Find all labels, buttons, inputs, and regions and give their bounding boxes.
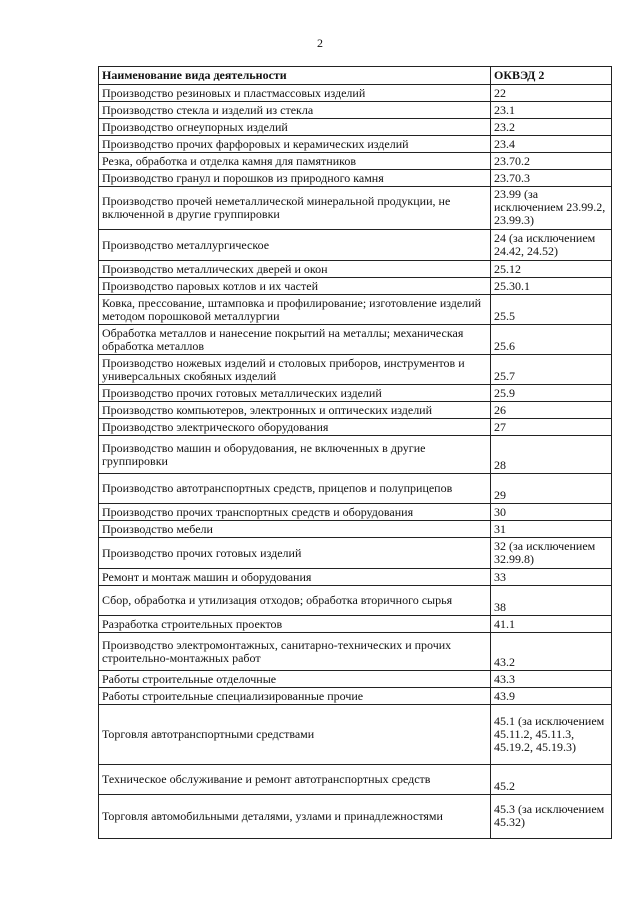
okved-code-cell: 30 xyxy=(491,504,612,521)
table-row xyxy=(99,85,612,102)
okved-code-cell: 23.4 xyxy=(491,136,612,153)
okved-code-cell: 28 xyxy=(491,436,612,474)
okved-code-cell: 23.70.2 xyxy=(491,153,612,170)
table-row xyxy=(99,261,612,278)
okved-code-cell: 38 xyxy=(491,586,612,616)
table-row xyxy=(99,765,612,795)
activity-name-cell: Сбор, обработка и утилизация отходов; обработка вторичного сырья xyxy=(99,586,491,616)
table-row xyxy=(99,795,612,839)
okved-code-cell: 26 xyxy=(491,402,612,419)
activity-name-cell: Производство электрического оборудования xyxy=(99,419,491,436)
table-row xyxy=(99,419,612,436)
okved-code-cell: 43.2 xyxy=(491,633,612,671)
header-okved-code: ОКВЭД 2 xyxy=(491,67,612,85)
activity-name-cell: Торговля автотранспортными средствами xyxy=(99,705,491,765)
table-row xyxy=(99,119,612,136)
okved-code-cell: 22 xyxy=(491,85,612,102)
table-row xyxy=(99,633,612,671)
okved-code-cell: 25.7 xyxy=(491,355,612,385)
okved-code-cell: 25.12 xyxy=(491,261,612,278)
activity-name-cell: Производство металлургическое xyxy=(99,230,491,261)
okved-code-cell: 23.2 xyxy=(491,119,612,136)
okved-code-cell: 25.6 xyxy=(491,325,612,355)
table-row xyxy=(99,616,612,633)
activity-name-cell: Производство паровых котлов и их частей xyxy=(99,278,491,295)
activity-name-cell: Производство электромонтажных, санитарно-технических и прочих строительно-монтажных работ xyxy=(99,633,491,671)
okved-code-cell: 27 xyxy=(491,419,612,436)
activity-name-cell: Производство прочих фарфоровых и керамических изделий xyxy=(99,136,491,153)
activity-name-cell: Производство прочих готовых металлических изделий xyxy=(99,385,491,402)
okved-code-cell: 25.30.1 xyxy=(491,278,612,295)
okved-code-cell: 25.9 xyxy=(491,385,612,402)
table-row xyxy=(99,504,612,521)
table-row xyxy=(99,385,612,402)
table-row xyxy=(99,278,612,295)
table-row xyxy=(99,170,612,187)
okved-code-cell: 45.2 xyxy=(491,765,612,795)
activity-name-cell: Резка, обработка и отделка камня для памятников xyxy=(99,153,491,170)
table-row xyxy=(99,230,612,261)
activity-name-cell: Производство ножевых изделий и столовых приборов, инструментов и универсальных скобяных изделий xyxy=(99,355,491,385)
activity-name-cell: Работы строительные специализированные прочие xyxy=(99,688,491,705)
okved-code-cell: 29 xyxy=(491,474,612,504)
table-row xyxy=(99,325,612,355)
okved-code-cell: 43.9 xyxy=(491,688,612,705)
table-row xyxy=(99,153,612,170)
okved-code-cell: 24 (за исключением 24.42, 24.52) xyxy=(491,230,612,261)
table-row xyxy=(99,586,612,616)
page-number: 2 xyxy=(317,36,323,50)
table-row xyxy=(99,136,612,153)
header-activity-name: Наименование вида деятельности xyxy=(99,67,491,85)
table-row xyxy=(99,521,612,538)
okved-code-cell: 23.1 xyxy=(491,102,612,119)
table-row xyxy=(99,436,612,474)
activity-name-cell: Ковка, прессование, штамповка и профилирование; изготовление изделий методом порошковой металлургии xyxy=(99,295,491,325)
activity-name-cell: Производство прочих готовых изделий xyxy=(99,538,491,569)
okved-code-cell: 43.3 xyxy=(491,671,612,688)
okved-activity-table xyxy=(98,66,612,839)
activity-name-cell: Производство автотранспортных средств, прицепов и полуприцепов xyxy=(99,474,491,504)
activity-name-cell: Производство компьютеров, электронных и оптических изделий xyxy=(99,402,491,419)
okved-code-cell: 41.1 xyxy=(491,616,612,633)
activity-name-cell: Производство прочих транспортных средств и оборудования xyxy=(99,504,491,521)
okved-code-cell: 23.70.3 xyxy=(491,170,612,187)
table-row xyxy=(99,688,612,705)
activity-name-cell: Производство гранул и порошков из природного камня xyxy=(99,170,491,187)
activity-name-cell: Производство огнеупорных изделий xyxy=(99,119,491,136)
okved-code-cell: 45.1 (за исключением 45.11.2, 45.11.3, 45.19.2, 45.19.3) xyxy=(491,705,612,765)
activity-name-cell: Ремонт и монтаж машин и оборудования xyxy=(99,569,491,586)
okved-code-cell: 25.5 xyxy=(491,295,612,325)
table-body xyxy=(99,85,612,839)
table-row xyxy=(99,569,612,586)
activity-name-cell: Производство прочей неметаллической минеральной продукции, не включенной в другие группировки xyxy=(99,187,491,230)
table-row xyxy=(99,102,612,119)
table-row xyxy=(99,402,612,419)
okved-code-cell: 32 (за исключением 32.99.8) xyxy=(491,538,612,569)
activity-name-cell: Производство металлических дверей и окон xyxy=(99,261,491,278)
table-row xyxy=(99,538,612,569)
table-row xyxy=(99,355,612,385)
activity-name-cell: Производство резиновых и пластмассовых изделий xyxy=(99,85,491,102)
okved-code-cell: 45.3 (за исключением 45.32) xyxy=(491,795,612,839)
activity-name-cell: Торговля автомобильными деталями, узлами и принадлежностями xyxy=(99,795,491,839)
table-row xyxy=(99,474,612,504)
table-row xyxy=(99,671,612,688)
activity-name-cell: Производство стекла и изделий из стекла xyxy=(99,102,491,119)
table-header-row xyxy=(99,67,612,85)
okved-code-cell: 33 xyxy=(491,569,612,586)
activity-name-cell: Производство мебели xyxy=(99,521,491,538)
activity-name-cell: Работы строительные отделочные xyxy=(99,671,491,688)
okved-code-cell: 23.99 (за исключением 23.99.2, 23.99.3) xyxy=(491,187,612,230)
activity-name-cell: Техническое обслуживание и ремонт автотранспортных средств xyxy=(99,765,491,795)
activity-name-cell: Разработка строительных проектов xyxy=(99,616,491,633)
table-row xyxy=(99,705,612,765)
activity-name-cell: Обработка металлов и нанесение покрытий на металлы; механическая обработка металлов xyxy=(99,325,491,355)
table-row xyxy=(99,295,612,325)
table-row xyxy=(99,187,612,230)
okved-code-cell: 31 xyxy=(491,521,612,538)
activity-name-cell: Производство машин и оборудования, не включенных в другие группировки xyxy=(99,436,491,474)
